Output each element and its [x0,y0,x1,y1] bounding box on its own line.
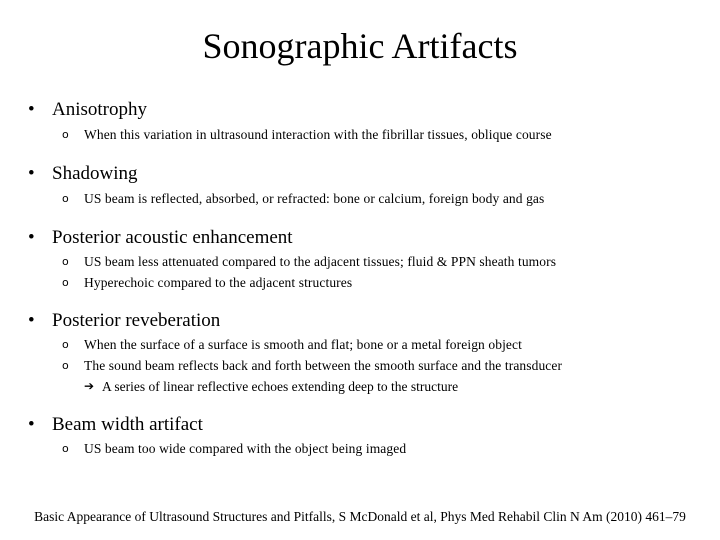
bullet-icon: • [28,227,35,248]
sub-bullet-item [28,272,708,293]
bullet-icon: • [28,414,35,435]
bullet-section-posterior-acoustic-enhancement [28,225,708,293]
sub-bullet-text: US beam is reflected, absorbed, or refracted: bone or calcium, foreign body and gas [84,191,545,206]
bullet-label: Posterior acoustic enhancement [52,227,293,248]
bullet-section-beam-width-artifact [28,412,708,459]
bullet-icon: • [28,310,35,331]
sub-bullet-text: US beam too wide compared with the object being imaged [84,441,407,456]
bullet-label: Posterior reveberation [52,310,221,331]
arrow-right-icon: ➔ [84,379,95,393]
sub-bullet-text: Hyperechoic compared to the adjacent structures [84,275,353,290]
bullet-icon: • [28,99,35,120]
bullet-item [28,225,708,251]
sub-bullet-item [28,334,708,355]
sub-bullet-icon: o [62,128,69,141]
sub-bullet-icon: o [62,276,69,289]
bullet-section-anisotrophy [28,97,708,145]
sub-bullet-text: When this variation in ultrasound interaction with the fibrillar tissues, oblique course [84,127,552,142]
sub-bullet-icon: o [62,338,69,351]
bullet-item [28,97,708,123]
bullet-section-shadowing [28,161,708,209]
sub-bullet-item [28,251,708,272]
sub-bullet-item [28,188,708,209]
sub-bullet-item [28,355,708,376]
continuation-text: A series of linear reflective echoes extending deep to the structure [102,379,459,394]
sub-bullet-icon: o [62,192,69,205]
bullet-item [28,308,708,334]
citation-footer: Basic Appearance of Ultrasound Structures and Pitfalls, S McDonald et al, Phys Med Rehabil Clin N Am (2010) 461–79 [34,509,686,524]
bullet-item [28,161,708,187]
slide-title: Sonographic Artifacts [202,26,518,66]
bullet-label: Shadowing [52,163,138,184]
bullet-item [28,412,708,438]
bullet-label: Beam width artifact [52,414,203,435]
bullet-section-posterior-reveberation [28,308,708,397]
sub-bullet-text: The sound beam reflects back and forth between the smooth surface and the transducer [84,358,563,373]
sub-bullet-icon: o [62,255,69,268]
sub-bullet-text: When the surface of a surface is smooth and flat; bone or a metal foreign object [84,337,522,352]
sub-bullet-text: US beam less attenuated compared to the adjacent tissues; fluid & PPN sheath tumors [84,254,557,269]
sub-bullet-item [28,438,708,459]
bullet-label: Anisotrophy [52,99,147,120]
sub-bullet-continuation [28,376,708,397]
sub-bullet-item [28,124,708,145]
bullet-icon: • [28,163,35,184]
sub-bullet-icon: o [62,442,69,455]
sub-bullet-icon: o [62,359,69,372]
